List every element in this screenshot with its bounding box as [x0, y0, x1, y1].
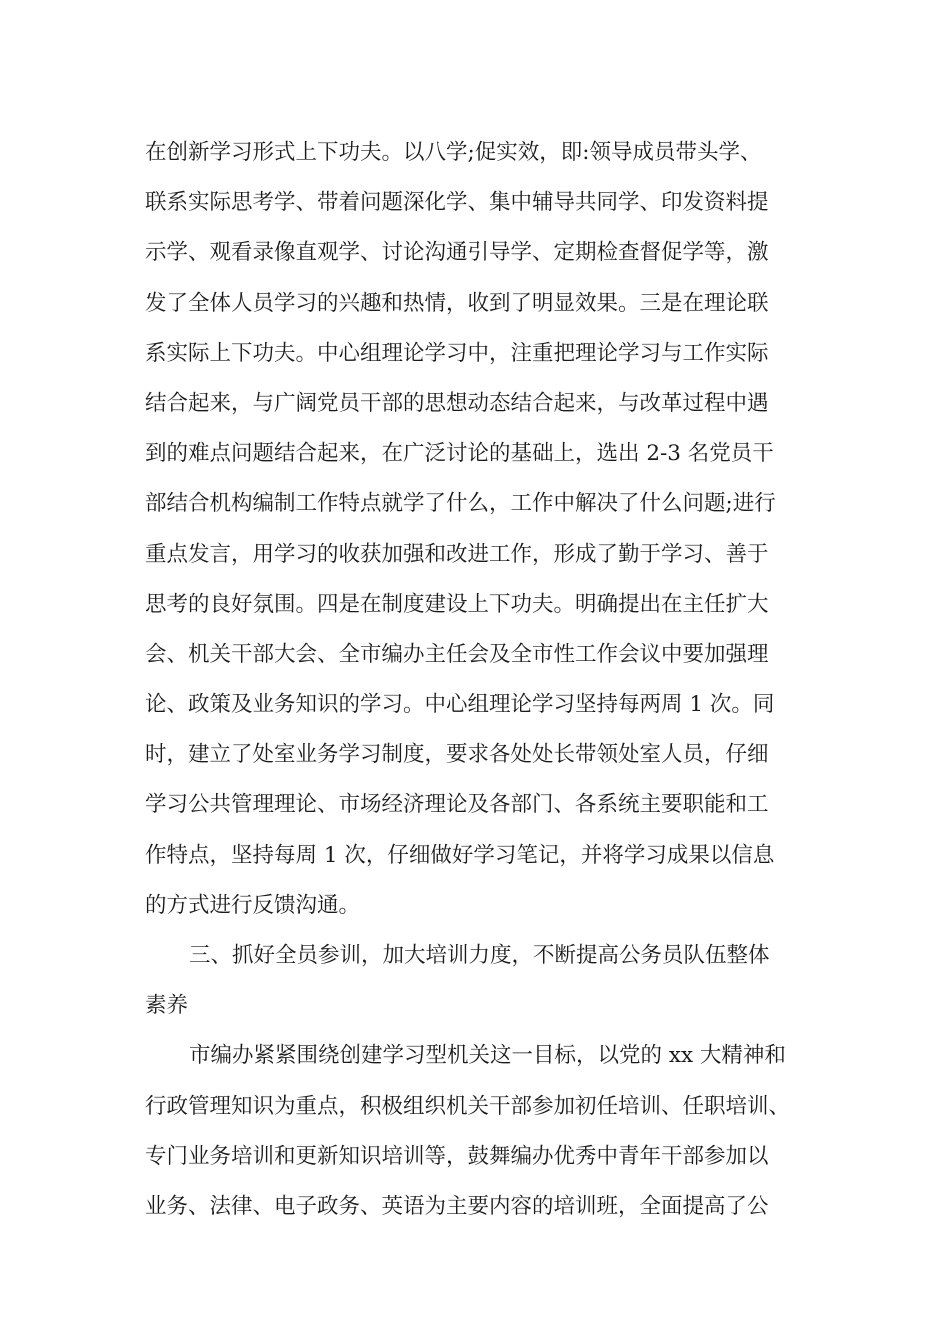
- text-line: 专门业务培训和更新知识培训等，鼓舞编办优秀中青年干部参加以: [145, 1143, 769, 1169]
- text-line: 业务、法律、电子政务、英语为主要内容的培训班，全面提高了公: [145, 1193, 769, 1219]
- paragraph-continuation: [145, 128, 815, 931]
- text-line: 作特点，坚持每周 1 次，仔细做好学习笔记，并将学习成果以信息: [145, 842, 775, 868]
- text-line: 重点发言，用学习的收获加强和改进工作，形成了勤于学习、善于: [145, 541, 769, 567]
- text-line: 会、机关干部大会、全市编办主任会及全市性工作会议中要加强理: [145, 641, 769, 667]
- text-line: 时，建立了处室业务学习制度，要求各处处长带领处室人员，仔细: [145, 742, 769, 768]
- text-line: 系实际上下功夫。中心组理论学习中，注重把理论学习与工作实际: [145, 340, 769, 366]
- text-line: 论、政策及业务知识的学习。中心组理论学习坚持每两周 1 次。同: [145, 692, 775, 718]
- text-line: 思考的良好氛围。四是在制度建设上下功夫。明确提出在主任扩大: [145, 591, 769, 617]
- text-line: 联系实际思考学、带着问题深化学、集中辅导共同学、印发资料提: [145, 190, 769, 216]
- text-line: 的方式进行反馈沟通。: [145, 892, 361, 918]
- text-line: 学习公共管理理论、市场经济理论及各部门、各系统主要职能和工: [145, 792, 769, 818]
- document-body: [145, 128, 815, 1232]
- text-line: 发了全体人员学习的兴趣和热情，收到了明显效果。三是在理论联: [145, 290, 769, 316]
- text-line: 部结合机构编制工作特点就学了什么，工作中解决了什么问题;进行: [145, 491, 776, 517]
- paragraph: [145, 1031, 815, 1232]
- text-line: 结合起来，与广阔党员干部的思想动态结合起来，与改革过程中遇: [145, 390, 769, 416]
- section-heading: [145, 931, 815, 1031]
- text-line: 行政管理知识为重点，积极组织机关干部参加初任培训、任职培训、: [145, 1093, 791, 1119]
- heading-line: 三、抓好全员参训，加大培训力度，不断提高公务员队伍整体: [189, 943, 770, 968]
- heading-line: 素养: [145, 993, 189, 1019]
- text-line: 示学、观看录像直观学、讨论沟通引导学、定期检查督促学等，激: [145, 240, 769, 266]
- text-line: 在创新学习形式上下功夫。以八学;促实效，即:领导成员带头学、: [145, 140, 762, 165]
- text-line: 到的难点问题结合起来，在广泛讨论的基础上，选出 2-3 名党员干: [145, 441, 774, 467]
- text-line: 市编办紧紧围绕创建学习型机关这一目标，以党的 xx 大精神和: [189, 1043, 786, 1069]
